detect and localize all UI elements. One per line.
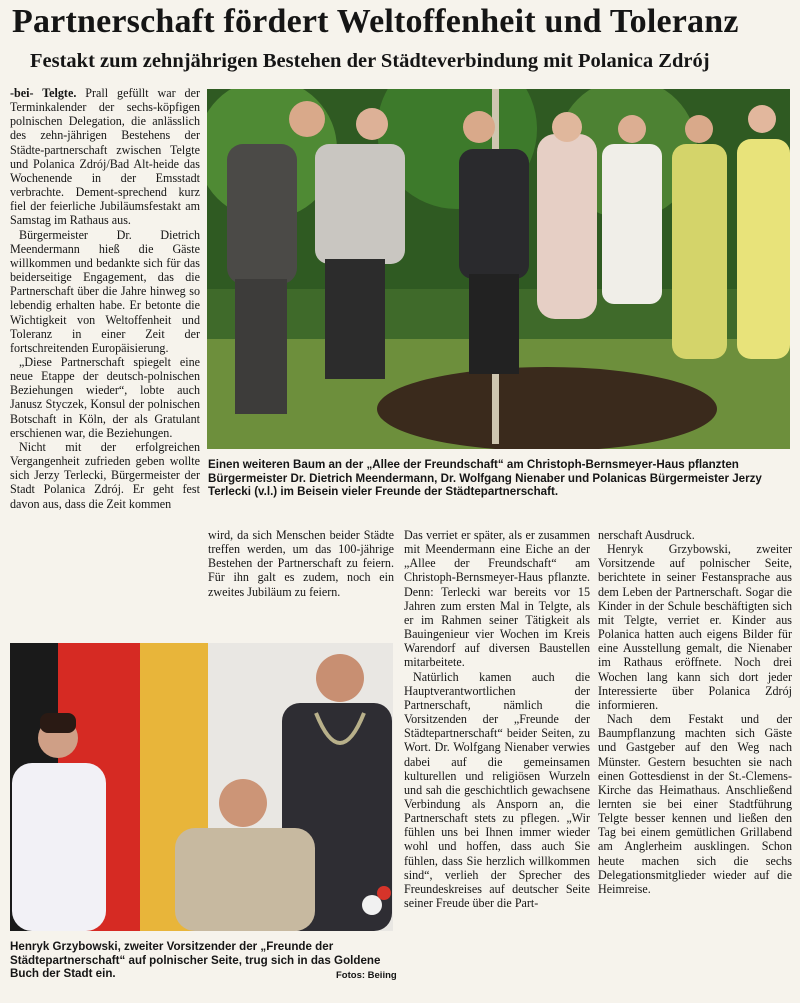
article-column-4 — [598, 528, 792, 896]
photo-credit: Fotos: Beiing — [336, 970, 397, 981]
column-4-paragraph: nerschaft Ausdruck. — [598, 528, 695, 542]
photo1-caption: Einen weiteren Baum an der „Allee der Freundschaft“ am Christoph-Bernsmeyer-Haus pflanzten Bürgermeister Dr. Dietrich Meendermann, Dr. Wolfgang Nienaber und Polanicas Bürgermeister Jerzy Terlecki (v.l.) im Beisein vieler Freunde der Städtepartnerschaft. — [208, 458, 762, 498]
column-4-paragraph: Henryk Grzybowski, zweiter Vorsitzende auf polnischer Seite, berichtete in seiner Festansprache aus dem Leben der Partnerschaft. Sogar die Kinder in der Schule beschäftigten sich mit Telgte, verriet er. Kinder aus Polanica hatten auch eigens Bilder für eine Ausstellung gemalt, die Nienaber im Rathaus eröffnete. Noch drei Wochen lang kann sich dort jeder Interessierte über Polanica Zdrój informieren. — [598, 542, 792, 712]
article-column-3 — [404, 528, 590, 910]
dateline: -bei- Telgte. — [10, 86, 77, 100]
column-1-paragraph: Prall gefüllt war der Terminkalender der sechs-köpfigen polnischen Delegation, die anlässlich des zehn-jährigen Bestehens der Städte-partnerschaft zwischen Telgte und Polanica Zdrój/Bad Alt-heide das Wochenende in der Emsstadt verbrachte. Dement-sprechend kurz fiel der feierliche Jubiläumsfestakt am Samstag im Rathaus aus. — [10, 86, 200, 228]
article-column-2 — [208, 528, 394, 599]
column-3-paragraph: Natürlich kamen auch die Hauptverantwortlichen der Partnerschaft, nämlich die Vorsitzenden der „Freunde der Städtepartnerschaft“ beider Seiten, zu Wort. Dr. Wolfgang Nienaber verwies dabei auf die gemeinsamen kulturellen und religiösen Wurzeln und sah die geschichtlich gewachsene Verbindung als Ansporn an, die Partnerschaft stets zu pflegen. „Wir fühlen uns bei Ihnen immer wieder wohl und hoffen, dass auch Sie fühlen, dass Sie herzlich willkommen sind“, verlieh der Sprecher des Freundeskreises auf deutscher Seite seiner Freude über die Part- — [404, 669, 590, 911]
column-1-paragraph: Bürgermeister Dr. Dietrich Meendermann hieß die Gäste willkommen und bedankte sich für das beiderseitige Engagement, das die Partnerschaft über die Jahre hinweg so lebendig erhalten habe. Er betonte die Wichtigkeit von Weltoffenheit und Toleranz in einer Zeit der fortschreitenden Europäisierung. — [10, 227, 200, 355]
column-3-paragraph: Das verriet er später, als er zusammen mit Meendermann eine Eiche an der „Allee der Freundschaft“ am Christoph-Bernsmeyer-Haus pflanzte. Denn: Terlecki war bereits vor 15 Jahren zum ersten Mal in Telgte, als er im Rahmen seiner Tätigkeit als Bauingenieur vier Wochen im Kreis Warendorf auf diversen Baustellen mitarbeitete. — [404, 528, 590, 670]
subheadline: Festakt zum zehnjährigen Bestehen der Städteverbindung mit Polanica Zdrój — [30, 50, 710, 72]
column-1-paragraph: Nicht mit der erfolgreichen Vergangenheit zufrieden geben wollte sich Jerzy Terlecki, Bürgermeister der Stadt Polanica Zdrój. Er geht fest davon aus, dass die Zeit kommen — [10, 439, 200, 511]
photo-tree-planting — [207, 89, 790, 449]
photo2-caption: Henryk Grzybowski, zweiter Vorsitzender der „Freunde der Städtepartnerschaft“ auf polnischer Seite, trug sich in das Goldene Buch der Stadt ein. — [10, 940, 381, 980]
column-2-paragraph: wird, da sich Menschen beider Städte treffen werden, um das 100-jährige Bestehen der Partnerschaft zu feiern. Für ihn galt es zudem, noch ein zweites Jubiläum zu feiern. — [208, 528, 394, 599]
headline: Partnerschaft fördert Weltoffenheit und Toleranz — [12, 3, 739, 40]
article-column-1 — [10, 86, 200, 511]
photo-golden-book — [10, 643, 393, 931]
column-4-paragraph: Nach dem Festakt und der Baumpflanzung machten sich Gäste und Gastgeber auf den Weg nach Münster. Gestern besuchten sie nach einen Gottesdienst in der St.-Clemens-Kirche das Heimathaus. Anschließend lernten sie bei einer Stadtführung Telgte besser kennen und ließen den Tag bei einem gemütlichen Grillabend am Anglerheim ausklingen. Schon heute machen sich die sechs Delegationsmitglieder wieder auf die Heimreise. — [598, 712, 792, 896]
column-1-paragraph: „Diese Partnerschaft spiegelt eine neue Etappe der deutsch-polnischen Beziehungen wieder“, lobte auch Janusz Styczek, Konsul der polnischen Botschaft in Köln, der als Gratulant erschienen war, die Beziehungen. — [10, 354, 200, 440]
